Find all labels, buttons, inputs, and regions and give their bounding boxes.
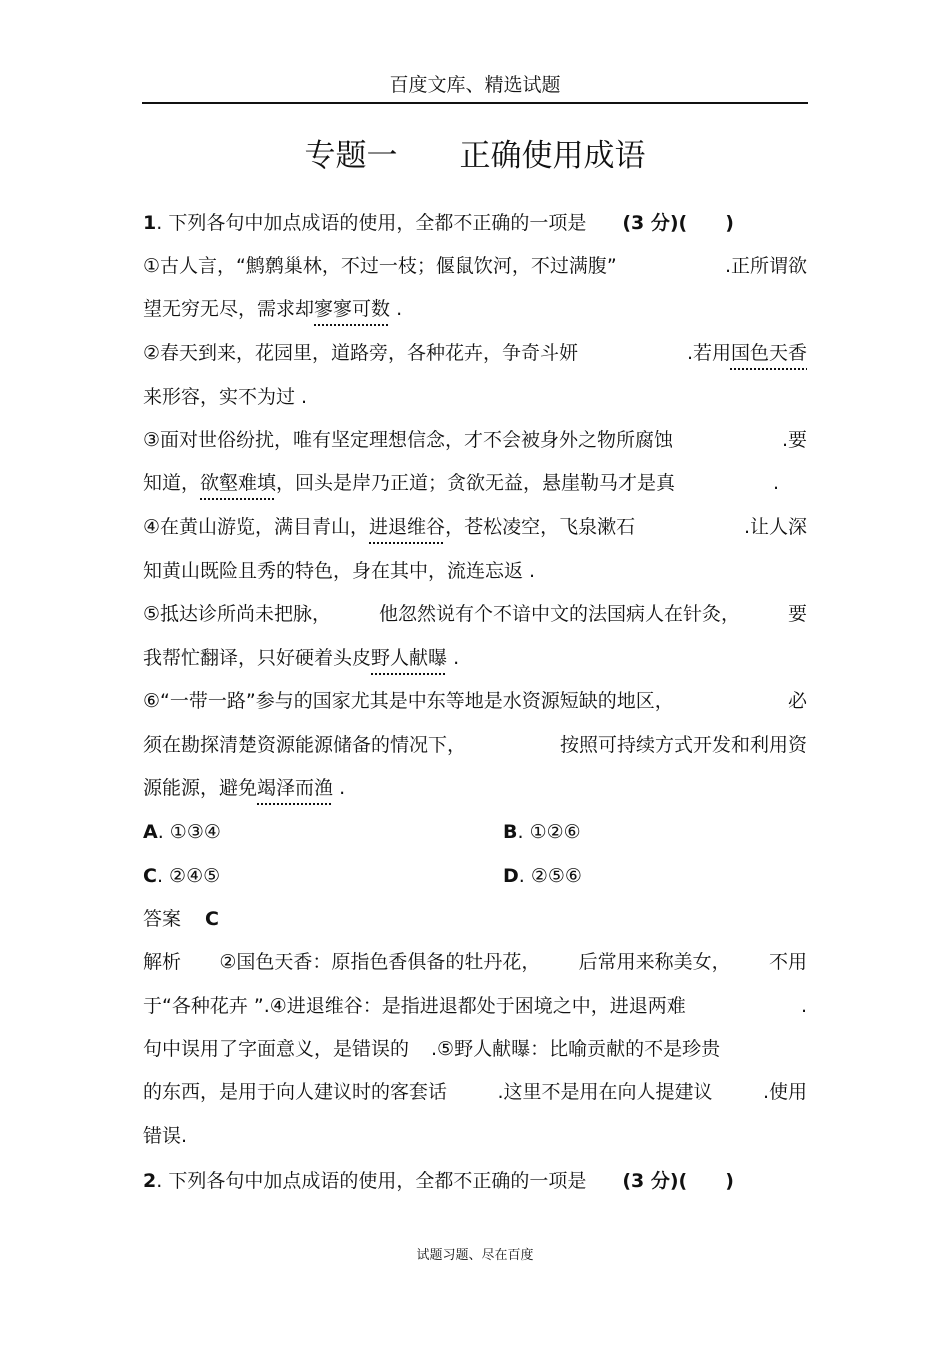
dotted-idiom: 进退维谷: [369, 516, 446, 538]
sentence-text: ⑥“一带一路”参与的国家尤其是中东等地是水资源短缺的地区，: [143, 690, 674, 712]
sentence-text: 须在勘探清楚资源能源储备的情况下，: [143, 734, 467, 756]
analysis-line-3: [143, 1035, 807, 1063]
dotted-idiom: 寥寥可数: [314, 298, 391, 320]
analysis-text: 的东西，是用于向人建议时的客套话: [143, 1081, 448, 1103]
sentence-text: 知道，: [143, 472, 201, 494]
option-letter: B: [503, 821, 518, 843]
answer-value: C: [205, 908, 219, 930]
sentence-text: .要: [781, 429, 807, 451]
analysis-text: .使用: [762, 1081, 807, 1103]
sentence-text: .: [447, 647, 460, 669]
sentence-6-line-3: [143, 774, 807, 802]
question-text: . 下列各句中加点成语的使用，全都不正确的一项是: [156, 212, 587, 234]
sentence-text: 按照可持续方式开发和利用资: [559, 734, 807, 756]
option-text: . ②⑤⑥: [518, 865, 582, 887]
sentence-6-line-2: [143, 731, 807, 759]
analysis-text: 句中误用了字面意义，是错误的: [143, 1038, 410, 1060]
sentence-text: 必: [787, 690, 807, 712]
option-text: . ②④⑤: [156, 865, 221, 887]
analysis-label: 解析: [143, 951, 182, 973]
page-title: 专题一 正确使用成语: [304, 138, 646, 174]
sentence-5-line-2: [143, 644, 807, 672]
analysis-text: 于“各种花卉 ”.④进退维谷：是指进退都处于困境之中，进退两难: [143, 995, 686, 1017]
option-c: [143, 862, 483, 890]
page-header: 百度文库、精选试题: [389, 74, 561, 96]
sentence-text: 我帮忙翻译，只好硬着头皮: [143, 647, 372, 669]
sentence-text: .: [772, 472, 779, 494]
option-letter: D: [503, 865, 519, 887]
sentence-text: ①古人言，“鹪鹩巢林，不过一枝；偃鼠饮河，不过满腹”: [143, 255, 617, 277]
analysis-line-5: 错误.: [143, 1125, 188, 1147]
answer-line: [143, 905, 807, 933]
analysis-text: .⑤野人献曝：比喻贡献的不是珍贵: [431, 1038, 721, 1060]
sentence-2-line-2: 来形容，实不为过 .: [143, 386, 308, 408]
sentence-2-line-1: [143, 339, 807, 367]
analysis-line-2: [143, 992, 807, 1020]
analysis-line-1: [143, 948, 807, 976]
sentence-text: ③面对世俗纷扰，唯有坚定理想信念，才不会被身外之物所腐蚀: [143, 429, 674, 451]
dotted-idiom: 竭泽而渔: [257, 777, 334, 799]
sentence-text: .: [333, 777, 346, 799]
option-text: . ①③④: [157, 821, 221, 843]
header-divider: [142, 102, 808, 104]
option-text: . ①②⑥: [517, 821, 581, 843]
question-score: (3 分)( ): [622, 212, 734, 234]
sentence-6-line-1: [143, 687, 807, 715]
sentence-text: 源能源，避免: [143, 777, 258, 799]
sentence-text: ⑤抵达诊所尚未把脉，: [143, 603, 332, 625]
answer-label: 答案: [143, 908, 182, 930]
sentence-text: 他忽然说有个不谙中文的法国病人在针灸，: [379, 603, 741, 625]
sentence-text: .: [390, 298, 403, 320]
option-b: [503, 818, 581, 846]
analysis-text: .: [800, 995, 807, 1017]
sentence-4-line-2: 知黄山既险且秀的特色，身在其中，流连忘返 .: [143, 560, 536, 582]
option-letter: C: [143, 865, 157, 887]
dotted-idiom: 野人献曝: [371, 647, 448, 669]
sentence-text: ，回头是岸乃正道；贪欲无益，悬崖勒马才是真: [276, 472, 676, 494]
analysis-text: ②国色天香：原指色香俱备的牡丹花，: [219, 951, 541, 973]
option-a: [143, 818, 483, 846]
dotted-idiom: 国色天香: [730, 342, 807, 364]
sentence-text: 望无穷无尽，需求却: [143, 298, 315, 320]
analysis-text: 后常用来称美女，: [578, 951, 731, 973]
sentence-1-line-1: [143, 252, 807, 280]
sentence-1-line-2: [143, 295, 807, 323]
sentence-text: .若用: [686, 342, 731, 364]
option-letter: A: [143, 821, 158, 843]
dotted-idiom: 欲壑难填: [200, 472, 277, 494]
sentence-text: .正所谓欲: [724, 255, 807, 277]
question-1-prompt: [143, 209, 807, 237]
analysis-text: .这里不是用在向人提建议: [497, 1081, 713, 1103]
sentence-3-line-2: [143, 469, 807, 497]
sentence-text: ，苍松凌空，飞泉漱石: [445, 516, 636, 538]
sentence-5-line-1: [143, 600, 807, 628]
option-d: [503, 862, 582, 890]
sentence-text: .让人深: [743, 516, 807, 538]
question-score: (3 分)( ): [622, 1170, 734, 1192]
sentence-3-line-1: [143, 426, 807, 454]
sentence-4-line-1: [143, 513, 807, 541]
question-number: 1: [143, 212, 157, 234]
question-number: 2: [143, 1170, 157, 1192]
analysis-text: 不用: [768, 951, 807, 973]
question-2-prompt: [143, 1167, 807, 1195]
sentence-text: ②春天到来，花园里，道路旁，各种花卉，争奇斗妍: [143, 342, 579, 364]
sentence-text: 要: [787, 603, 807, 625]
analysis-line-4: [143, 1078, 807, 1106]
sentence-text: ④在黄山游览，满目青山，: [143, 516, 370, 538]
page-footer: 试题习题、尽在百度: [416, 1248, 534, 1263]
question-text: . 下列各句中加点成语的使用，全都不正确的一项是: [156, 1170, 587, 1192]
